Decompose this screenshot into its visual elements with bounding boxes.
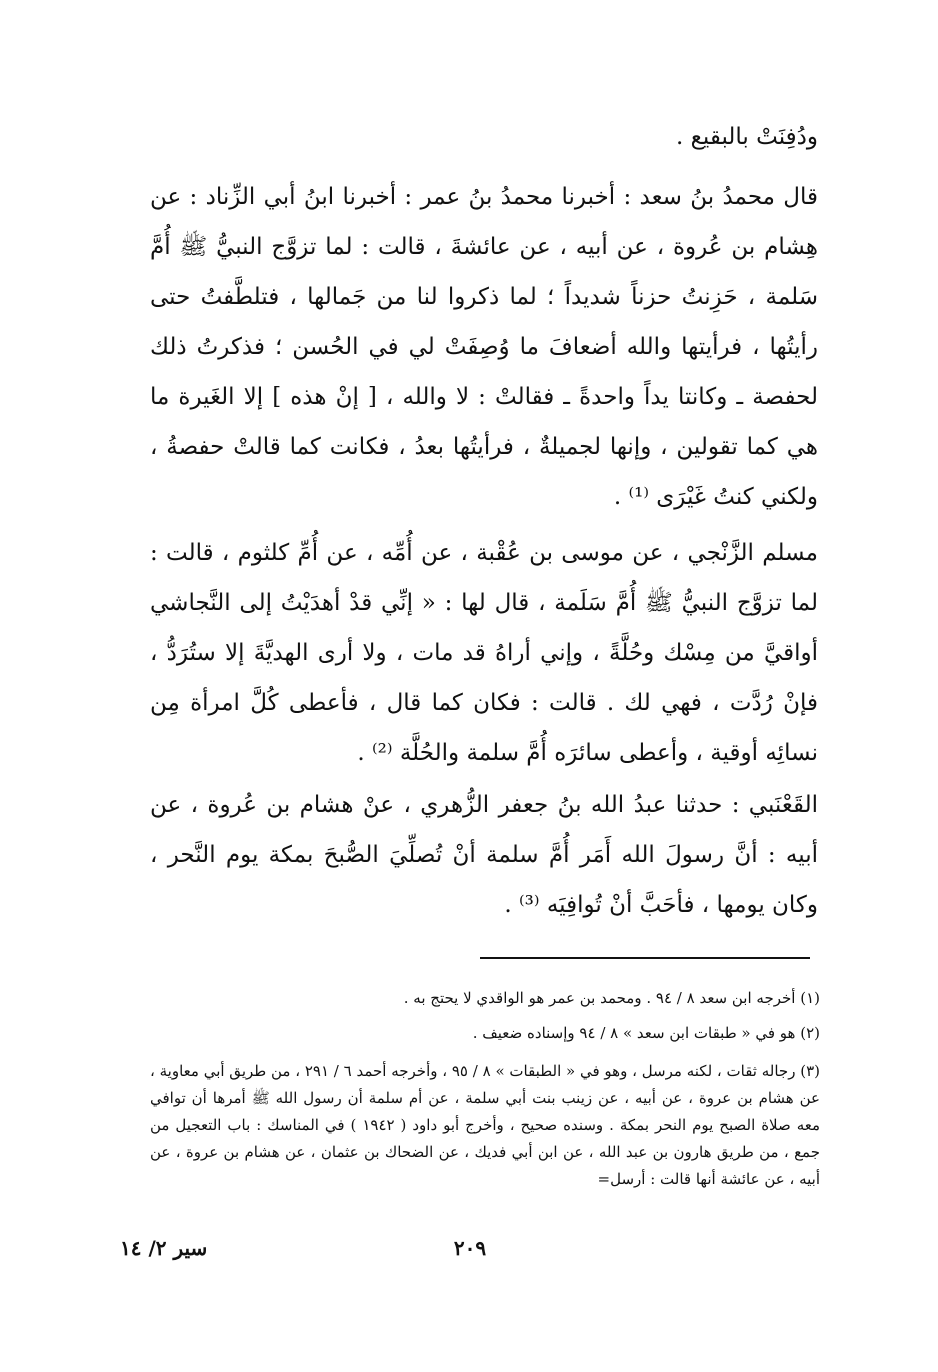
page-number: ٢٠٩ xyxy=(453,1236,487,1260)
footnote-1: (١) أخرجه ابن سعد ٨ / ٩٤ . ومحمد بن عمر هو الواقدي لا يحتج به . xyxy=(403,989,820,1007)
footnote-divider xyxy=(480,957,810,959)
paragraph-ibn-saad: قال محمدُ بنُ سعد : أخبرنا محمدُ بنُ عمر : أخبرنا ابنُ أبي الزِّناد : عن هِشام بن عُروة ، عن أبيه ، عن عائشةَ ، قالت : لما تزوَّج النبيُّ ﷺ أُمَّ سَلمة ، حَزِنتُ حزناً شديداً ؛ لما ذكروا لنا من جَمالها ، فتلطَّفتُ حتى رأيتُها ، فرأيتها والله أضعافَ ما وُصِفَتْ لي في الحُسن ؛ فذكرتُ ذلك لحفصة ـ وكانتا يداً واحدةً ـ فقالتْ : لا والله ، [ إنْ هذه ] إلا الغَيرة ما هي كما تقولين ، وإنها لجميلةٌ ، فرأيتُها بعدُ ، فكانت كما قالتْ حفصةُ ، ولكني كنتُ غَيْرَى ⁽¹⁾ . xyxy=(150,184,818,510)
footnote-3: (٣) رجاله ثقات ، لكنه مرسل ، وهو في « الطبقات » ٨ / ٩٥ ، وأخرجه أحمد ٦ / ٢٩١ ، من طريق أبي معاوية ، عن هشام بن عروة ، عن أبيه ، عن زينب بنت أبي سلمة ، عن أم سلمة أن رسول الله ﷺ أمرها أن توافي معه صلاة الصبح يوم النحر بمكة . وسنده صحيح ، وأخرج أبو داود ( ١٩٤٢ ) في المناسك : باب التعجيل من جمع ، من طريق هارون بن عبد الله ، عن ابن أبي فديك ، عن الضحاك بن عثمان ، عن هشام بن عروة ، عن أبيه ، عن عائشة أنها قالت : أرسل= xyxy=(150,1062,821,1188)
paragraph-burial: ودُفِنَتْ بالبقيع . xyxy=(676,124,818,150)
signature-mark: سير ٢/ ١٤ xyxy=(120,1236,208,1260)
paragraph-qanabi: القَعْنَبي : حدثنا عبدُ الله بنُ جعفر الزُّهري ، عنْ هشام بن عُروة ، عن أبيه : أنَّ رسولَ الله أَمَر أُمَّ سلمة أنْ تُصلِّيَ الصُّبحَ بمكة يوم النَّحر ، وكان يومها ، فأحَبَّ أنْ تُوافِيَه ⁽³⁾ . xyxy=(150,792,818,918)
footnote-2: (٢) هو في « طبقات ابن سعد » ٨ / ٩٤ وإسناده ضعيف . xyxy=(472,1024,820,1042)
paragraph-muslim-zanji: مسلم الزَّنْجي ، عن موسى بن عُقْبة ، عن أُمِّه ، عن أُمِّ كلثوم ، قالت : لما تزوَّج النبيُّ ﷺ أُمَّ سَلَمة ، قال لها : « إنِّي قدْ أهدَيْتُ إلى النَّجاشي أواقيَّ من مِسْك وحُلَّةً ، وإني أراهُ قد مات ، ولا أرى الهديَّةَ إلا ستُرَدُّ ، فإنْ رُدَّت ، فهي لك . قالت : فكان كما قال ، فأعطى كُلَّ امرأة مِن نسائِه أوقية ، وأعطى سائرَه أُمَّ سلمة والحُلَّة ⁽²⁾ . xyxy=(150,540,818,766)
